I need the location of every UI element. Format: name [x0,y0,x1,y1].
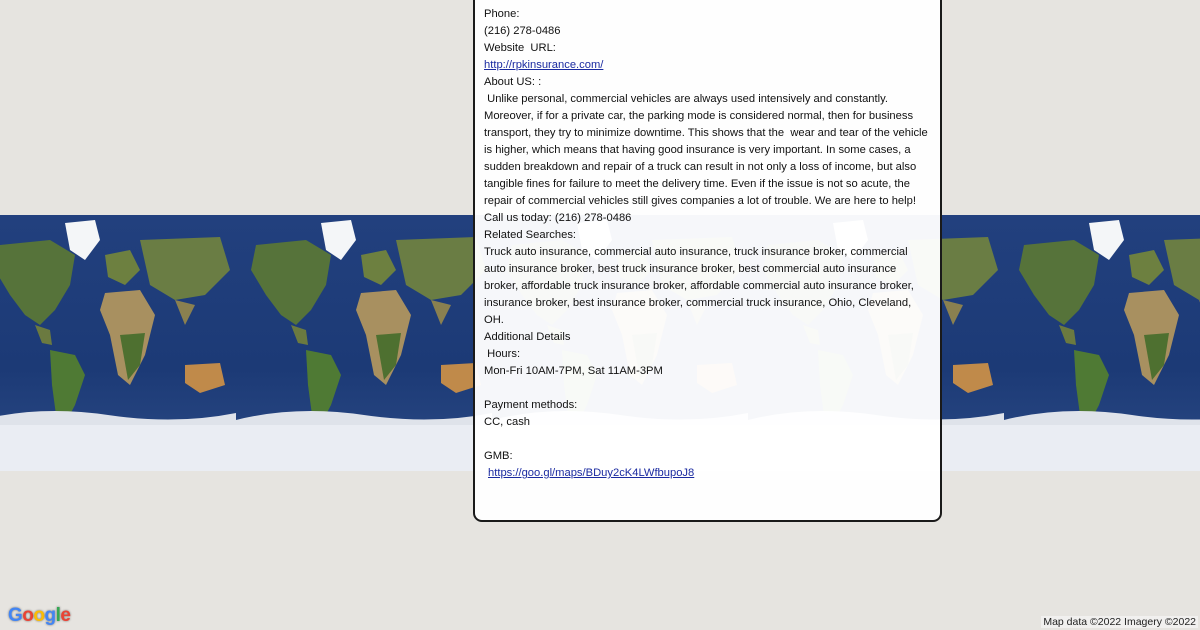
phone-label: Phone: [484,8,520,20]
website-link[interactable]: http://rpkinsurance.com/ [484,59,604,71]
gmb-label: GMB: [484,450,513,462]
hours-label: Hours: [484,348,521,360]
gmb-link[interactable]: https://goo.gl/maps/BDuy2cK4LWfbupoJ8 [488,467,695,479]
google-logo[interactable]: Google [8,605,71,626]
website-label: Website URL: [484,42,556,54]
phone-value: (216) 278-0486 [484,25,561,37]
related-label: Related Searches: [484,229,577,241]
payment-value: CC, cash [484,416,531,428]
about-text: Unlike personal, commercial vehicles are always used intensively and constantly. Moreover, if for a private car, the parking mode is considered normal, then for business transport, they try to minimize downtime. This shows that the wear and tear of the vehicle is higher, which means that having good insurance is very important. In some cases, a sudden breakdown and repair of a truck can result in not only a loss of income, but also tangible fines for failure to meet the delivery time. Even if the issue is not so acute, the repair of commercial vehicles still gives companies a lot of trouble. We are here to help! Call us today: (216) 278-0486 [484,93,931,224]
payment-label: Payment methods: [484,399,578,411]
about-label: About US: : [484,76,542,88]
related-text: Truck auto insurance, commercial auto insurance, truck insurance broker, commercial auto insurance broker, best truck insurance broker, best commercial auto insurance broker, affordable truck insurance broker, affordable commercial auto insurance broker, insurance broker, best insurance broker, commercial truck insurance, Ohio, Cleveland, OH. [484,246,918,326]
additional-label: Additional Details [484,331,571,343]
hours-value: Mon-Fri 10AM-7PM, Sat 11AM-3PM [484,365,663,377]
map-attribution[interactable]: Map data ©2022 Imagery ©2022 [1043,616,1196,628]
info-window [473,0,942,522]
